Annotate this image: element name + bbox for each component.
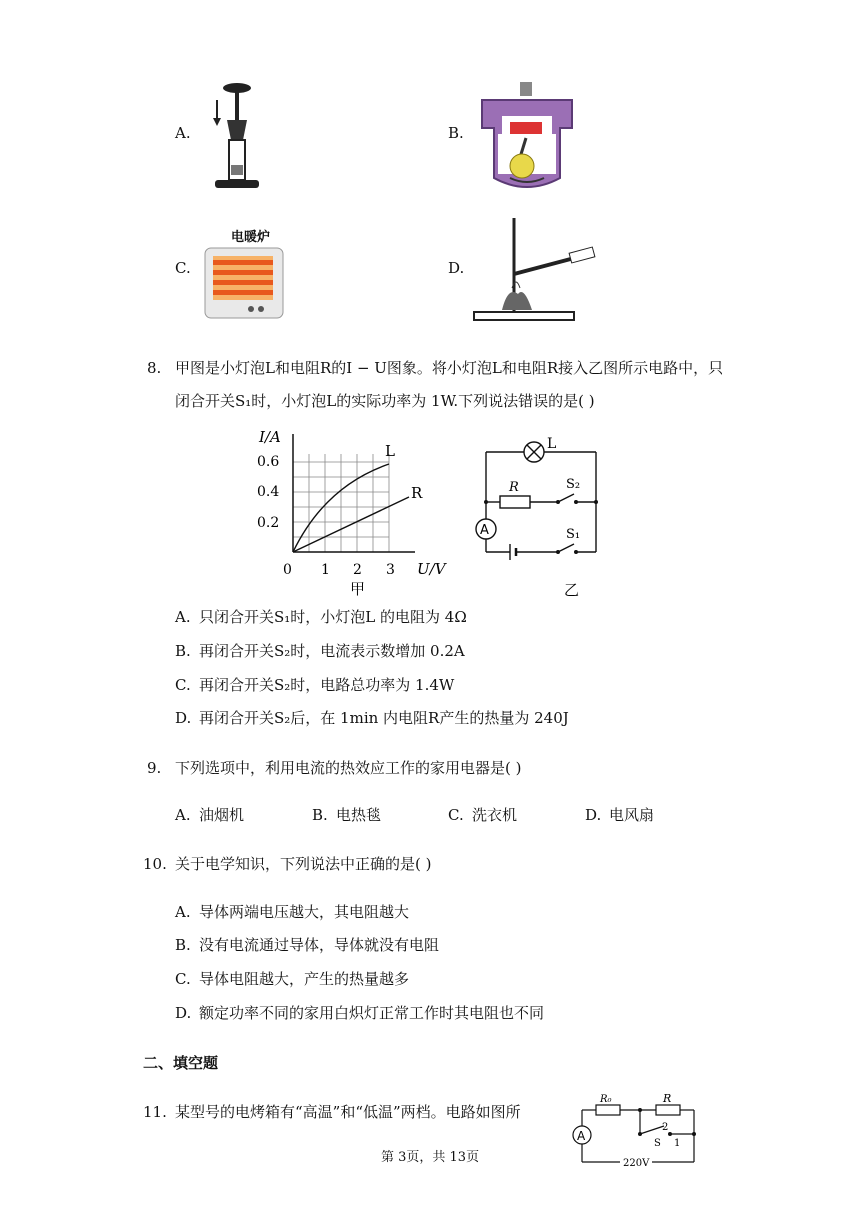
circuit-yi (470, 430, 610, 600)
xtick-3: 3 (386, 562, 395, 578)
curve-L-label: L (385, 442, 395, 460)
r-label: R (663, 1092, 672, 1105)
q9-option-b-label: B. (312, 806, 328, 824)
q8-option-c-text: 再闭合开关S₂时，电路总功率为 1.4W (199, 676, 455, 694)
curve-R-label: R (411, 484, 423, 502)
oven-circuit-diagram (570, 1090, 700, 1170)
q9-option-d-text: 电风扇 (609, 806, 655, 824)
q7-option-c-label: C. (175, 259, 191, 277)
ytick-0-2: 0.2 (257, 515, 280, 531)
q9-option-c-label: C. (448, 806, 464, 824)
q10-stem: 关于电学知识，下列说法中正确的是( ) (175, 855, 432, 873)
q10-option-d-label: D. (175, 1004, 192, 1022)
engine-cylinder-image (472, 78, 582, 194)
xtick-0: 0 (283, 562, 292, 578)
q9-stem: 下列选项中，利用电流的热效应工作的家用电器是( ) (175, 759, 522, 777)
q8-option-d-label: D. (175, 709, 192, 727)
curve-R (293, 497, 409, 552)
q10-option-a-label: A. (175, 903, 191, 921)
graph-ylabel: I/A (259, 428, 281, 446)
q8-stem-line2: 闭合开关S₁时，小灯泡L的实际功率为 1W.下列说法错误的是( ) (175, 392, 595, 410)
page-footer: 第 3页，共 13页 (381, 1150, 480, 1165)
switch1-label: S₁ (566, 527, 581, 542)
section-title-fill-in: 二、填空题 (143, 1054, 219, 1072)
s-label: S (654, 1138, 661, 1149)
q9-option-b-text: 电热毯 (336, 806, 382, 824)
q11-stem: 某型号的电烤箱有“高温”和“低温”两档。电路如图所 (175, 1103, 521, 1121)
q7-option-d-label: D. (448, 259, 465, 277)
q8-stem-line1: 甲图是小灯泡L和电阻R的I − U图象。将小灯泡L和电阻R接入乙图所示电路中，只 (175, 359, 724, 377)
q10-option-a-text: 导体两端电压越大，其电阻越大 (199, 903, 410, 921)
oven-ammeter-label: A (577, 1129, 586, 1143)
xtick-2: 2 (353, 562, 362, 578)
xtick-1: 1 (321, 562, 330, 578)
q7-option-a-label: A. (175, 124, 191, 142)
q10-number: 10. (143, 855, 167, 873)
ammeter-label: A (480, 523, 489, 538)
test-tube-heating-image (472, 214, 602, 326)
heater-caption: 电暖炉 (231, 230, 271, 245)
q8-option-a-text: 只闭合开关S₁时，小灯泡L 的电阻为 4Ω (199, 608, 467, 626)
piston-syringe-image (205, 80, 265, 196)
q10-option-b-text: 没有电流通过导体，导体就没有电阻 (199, 936, 440, 954)
terminal-2-label: 2 (662, 1122, 669, 1133)
electric-heater-image (203, 246, 285, 320)
ytick-0-6: 0.6 (257, 454, 280, 470)
q8-option-b-text: 再闭合开关S₂时，电流表示数增加 0.2A (199, 642, 465, 660)
q7-option-b-label: B. (448, 124, 464, 142)
switch2-label: S₂ (566, 477, 581, 492)
q9-option-d-label: D. (585, 806, 602, 824)
q9-option-c-text: 洗衣机 (472, 806, 518, 824)
q8-option-c-label: C. (175, 676, 191, 694)
q8-option-a-label: A. (175, 608, 191, 626)
q9-option-a-text: 油烟机 (199, 806, 245, 824)
voltage-label: 220V (623, 1158, 650, 1169)
graph-caption: 甲 (350, 580, 366, 598)
r0-label: R₀ (600, 1094, 612, 1105)
q8-option-b-label: B. (175, 642, 191, 660)
q8-option-d-text: 再闭合开关S₂后，在 1min 内电阻R产生的热量为 240J (199, 709, 569, 727)
q10-option-c-label: C. (175, 970, 191, 988)
q9-number: 9. (147, 759, 162, 777)
q11-number: 11. (143, 1103, 167, 1121)
resistor-label: R (509, 480, 519, 495)
q10-option-b-label: B. (175, 936, 191, 954)
graph-xlabel: U/V (417, 560, 446, 578)
q10-option-d-text: 额定功率不同的家用白炽灯正常工作时其电阻也不同 (199, 1004, 545, 1022)
circuit-caption: 乙 (564, 581, 580, 599)
q10-option-c-text: 导体电阻越大，产生的热量越多 (199, 970, 410, 988)
lamp-label: L (547, 436, 557, 452)
q8-number: 8. (147, 359, 162, 377)
ytick-0-4: 0.4 (257, 484, 280, 500)
q9-option-a-label: A. (175, 806, 191, 824)
iu-graph-jia (255, 424, 455, 604)
terminal-1-label: 1 (674, 1138, 681, 1149)
